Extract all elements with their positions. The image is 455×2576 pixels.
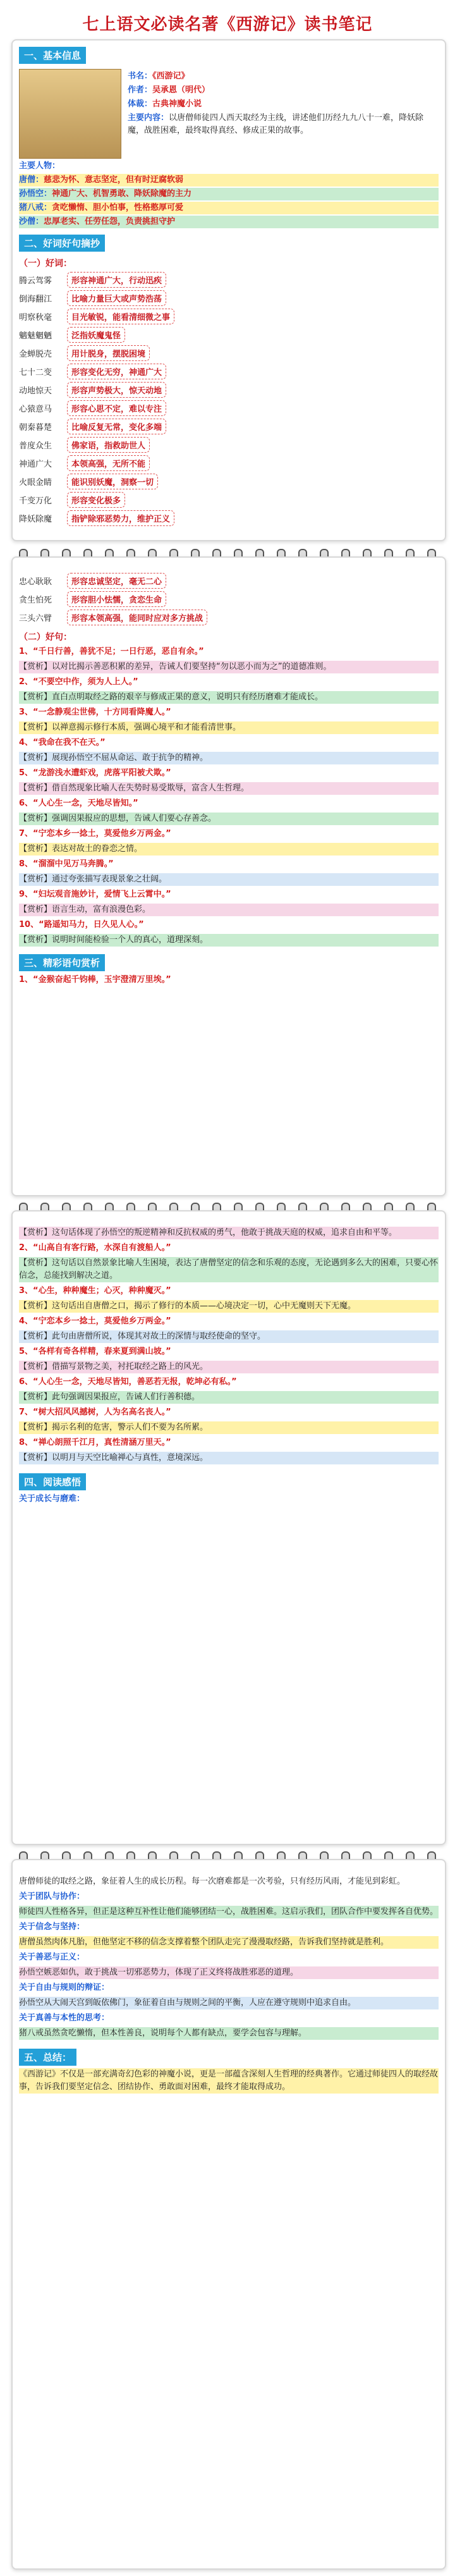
info-label: 书名：: [128, 71, 153, 81]
quote-item: 6、“人心生一念，天地尽皆知。”: [19, 799, 138, 808]
word-item: 七十二变 形容变化无穷，神通广大: [19, 364, 439, 379]
quote-analysis: 【赏析】说明时间能检验一个人的真心，道理深刻。: [19, 934, 439, 947]
quote-item: 3、“心生，种种魔生；心灭，种种魔灭。”: [19, 1286, 171, 1296]
word-item: 魑魅魍魉 泛指妖魔鬼怪: [19, 327, 439, 343]
quote-item: 4、“宁恋本乡一捻土，莫爱他乡万两金。”: [19, 1316, 171, 1326]
reflection-text: 猪八戒虽然贪吃懒惰，但本性善良，说明每个人都有缺点，要学会包容与理解。: [19, 2027, 439, 2040]
quote-analysis: 【赏析】展现孙悟空不屈从命运、敢于抗争的精神。: [19, 752, 439, 764]
quote-item: 8、“禅心朗照千江月，真性清涵万里天。”: [19, 1438, 171, 1447]
section-reflection-heading: 四、阅读感悟: [19, 1473, 86, 1490]
main-characters-label: 主要人物：: [19, 161, 61, 171]
quote-analysis: 【赏析】语言生动，富有浪漫色彩。: [19, 904, 439, 916]
quote-item: 2、“不要空中作，须为人上人。”: [19, 677, 138, 687]
analysis-text: 【赏析】揭示名利的危害，警示人们不要为名所累。: [19, 1421, 439, 1434]
analysis-text: 【赏析】以明月与天空比喻禅心与真性，意境深远。: [19, 1452, 439, 1464]
reflection-text: 师徒四人性格各异，但正是这种互补性让他们能够团结一心，战胜困难。这启示我们，团队合作中要发挥各自优势。: [19, 1906, 439, 1918]
quote-analysis: 【赏析】直白点明取经之路的艰辛与修成正果的意义，说明只有经历磨难才能成长。: [19, 691, 439, 704]
note-card-1: [11, 39, 446, 541]
word-item: 腾云驾雾 形容神通广大，行动迅疾: [19, 272, 439, 288]
info-value: 《西游记》: [152, 71, 190, 81]
quote-item: 7、“宁恋本乡一捻土，莫爱他乡万两金。”: [19, 829, 171, 838]
character-zhubajie: 猪八戒：贪吃懒惰、胆小怕事，性格憨厚可爱: [19, 202, 439, 214]
page-header: [0, 0, 455, 44]
character-shaseng: 沙僧：忠厚老实、任劳任怨，负责挑担守护: [19, 216, 439, 228]
quote-analysis: 【赏析】借自然现象比喻人在失势时易受欺辱，富含人生哲理。: [19, 782, 439, 795]
good-words-subheading: （一）好词：: [19, 259, 72, 269]
note-card-4: [11, 1859, 446, 2570]
character-tangseng: 唐僧：慈悲为怀、意志坚定，但有时迂腐软弱: [19, 174, 439, 187]
quote-item: 5、“龙游浅水遭虾戏，虎落平阳被犬欺。”: [19, 768, 171, 778]
analysis-text: 【赏析】此句由唐僧所说，体现其对故土的深情与取经使命的坚守。: [19, 1330, 439, 1343]
quote-item: 5、“各样有奇各样精，春来夏到满山坡。”: [19, 1347, 171, 1356]
section-basic-info-heading: 一、基本信息: [19, 47, 86, 64]
analysis-text: 【赏析】借描写景物之美，衬托取经之路上的风光。: [19, 1361, 439, 1373]
analysis-text: 【赏析】这句话以自然景象比喻人生困境，表达了唐僧坚定的信念和乐观的态度，无论遇到多么大的困难，只要心怀信念，总能找到解决之道。: [19, 1257, 439, 1282]
summary-text: 《西游记》不仅是一部充满奇幻色彩的神魔小说，更是一部蕴含深刻人生哲理的经典著作。它通过师徒四人的取经故事，告诉我们要坚定信念、团结协作、勇敢面对困难，最终才能取得成功。: [19, 2068, 439, 2094]
word-item: 火眼金睛 能识别妖魔，洞察一切: [19, 474, 439, 489]
quote-analysis: 【赏析】表达对故土的眷恋之情。: [19, 843, 439, 856]
page-title: 七上语文必读名著《西游记》读书笔记: [82, 15, 373, 34]
word-item: 普度众生 佛家语，指救助世人: [19, 437, 439, 453]
quote-item: 1、“金猴奋起千钧棒，玉宇澄清万里埃。”: [19, 975, 171, 984]
note-card-3: [11, 1210, 446, 1845]
analysis-text: 【赏析】这句话出自唐僧之口，揭示了修行的本质——心境决定一切，心中无魔则天下无魔。: [19, 1300, 439, 1313]
info-value: 古典神魔小说: [152, 99, 202, 109]
word-item: 降妖除魔 指铲除邪恶势力，维护正义: [19, 510, 439, 526]
word-item: 心猿意马 形容心思不定，难以专注: [19, 400, 439, 416]
word-item: 贪生怕死 形容胆小怯懦，贪恋生命: [19, 591, 439, 607]
analysis-text: 【赏析】此句强调因果报应，告诫人们行善积德。: [19, 1391, 439, 1404]
reflection-subheading: 关于自由与规则的辩证：: [19, 1983, 110, 1992]
reflection-text: 唐僧师徒的取经之路，象征着人生的成长历程。每一次磨难都是一次考验，只有经历风雨，才能见到彩虹。: [19, 1877, 406, 1886]
reflection-subheading: 关于信念与坚持：: [19, 1922, 85, 1932]
info-value: 以唐僧师徒四人西天取经为主线，讲述他们历经九九八十一难，降妖除魔，战胜困难，最终取得真经、修成正果的故事。: [128, 113, 424, 135]
quote-item: 4、“我命在我不在天。”: [19, 738, 106, 747]
quote-analysis: 【赏析】以禅意揭示修行本质，强调心境平和才能看清世事。: [19, 721, 439, 734]
quote-analysis: 【赏析】强调因果报应的思想，告诫人们要心存善念。: [19, 813, 439, 825]
quote-item: 3、“一念静观尘世佛，十方同看降魔人。”: [19, 708, 171, 717]
word-item: 忠心耿耿 形容忠诚坚定，毫无二心: [19, 573, 439, 589]
reflection-subheading: 关于真善与本性的思考：: [19, 2013, 110, 2023]
word-item: 神通广大 本领高强，无所不能: [19, 455, 439, 471]
word-item: 明察秋毫 目光敏锐，能看清细微之事: [19, 309, 439, 324]
reflection-subheading: 关于善恶与正义：: [19, 1953, 85, 1962]
section-summary-heading: 五、总结：: [19, 2049, 76, 2066]
info-label: 主要内容：: [128, 113, 169, 123]
info-value: 吴承恩（明代）: [152, 85, 210, 95]
character-sunwukong: 孙悟空：神通广大、机智勇敢、降妖除魔的主力: [19, 188, 439, 200]
reflection-subheading: 关于团队与协作：: [19, 1892, 85, 1901]
word-item: 倒海翻江 比喻力量巨大或声势浩荡: [19, 290, 439, 306]
word-item: 三头六臂 形容本领高强，能同时应对多方挑战: [19, 610, 439, 625]
quote-analysis: 【赏析】通过夸张描写表现景象之壮阔。: [19, 873, 439, 886]
quote-item: 2、“山高自有客行路，水深自有渡船人。”: [19, 1243, 171, 1253]
word-item: 千变万化 形容变化极多: [19, 492, 439, 508]
info-list: [128, 69, 439, 159]
quote-item: 9、“妇坛观音施妙计，爱情飞上云霄中。”: [19, 890, 171, 899]
reflection-text: 孙悟空从大闹天宫到皈依佛门，象征着自由与规则之间的平衡，人应在遵守规则中追求自由。: [19, 1997, 439, 2009]
basic-info-row: [19, 69, 439, 159]
good-sentences-subheading: （二）好句：: [19, 632, 72, 642]
quote-analysis: 【赏析】以对比揭示善恶积累的差异，告诫人们要坚持“勿以恶小而为之”的道德准则。: [19, 661, 439, 673]
section-analysis-heading: 三、精彩语句赏析: [19, 954, 105, 971]
quote-item: 7、“树大招风风撼树，人为名高名丧人。”: [19, 1408, 171, 1417]
quote-item: 6、“人心生一念，天地尽皆知，善恶若无报，乾坤必有私。”: [19, 1377, 237, 1387]
monkey-king-illustration: [19, 69, 121, 159]
reflection-subheading: 关于成长与磨难：: [19, 1494, 85, 1504]
quote-item: 8、“溜溜中见万马奔腾。”: [19, 859, 114, 869]
section-words-heading: 二、好词好句摘抄: [19, 235, 105, 252]
word-item: 朝秦暮楚 比喻反复无常，变化多端: [19, 419, 439, 434]
reflection-text: 孙悟空嫉恶如仇，敢于挑战一切邪恶势力，体现了正义终将战胜邪恶的道理。: [19, 1966, 439, 1979]
quote-item: 1、“千日行善，善犹不足；一日行恶，恶自有余。”: [19, 647, 204, 656]
info-label: 作者：: [128, 85, 153, 95]
word-item: 金蝉脱壳 用计脱身，摆脱困境: [19, 345, 439, 361]
analysis-text: 【赏析】这句话体现了孙悟空的叛逆精神和反抗权威的勇气，他敢于挑战天庭的权威，追求自由和平等。: [19, 1227, 439, 1239]
quote-item: 10、“路遥知马力，日久见人心。”: [19, 920, 144, 929]
note-card-2: [11, 556, 446, 1196]
info-label: 体裁：: [128, 99, 153, 109]
word-item: 动地惊天 形容声势极大，惊天动地: [19, 382, 439, 398]
reflection-text: 唐僧虽然肉体凡胎，但他坚定不移的信念支撑着整个团队走完了漫漫取经路，告诉我们坚持就是胜利。: [19, 1936, 439, 1949]
